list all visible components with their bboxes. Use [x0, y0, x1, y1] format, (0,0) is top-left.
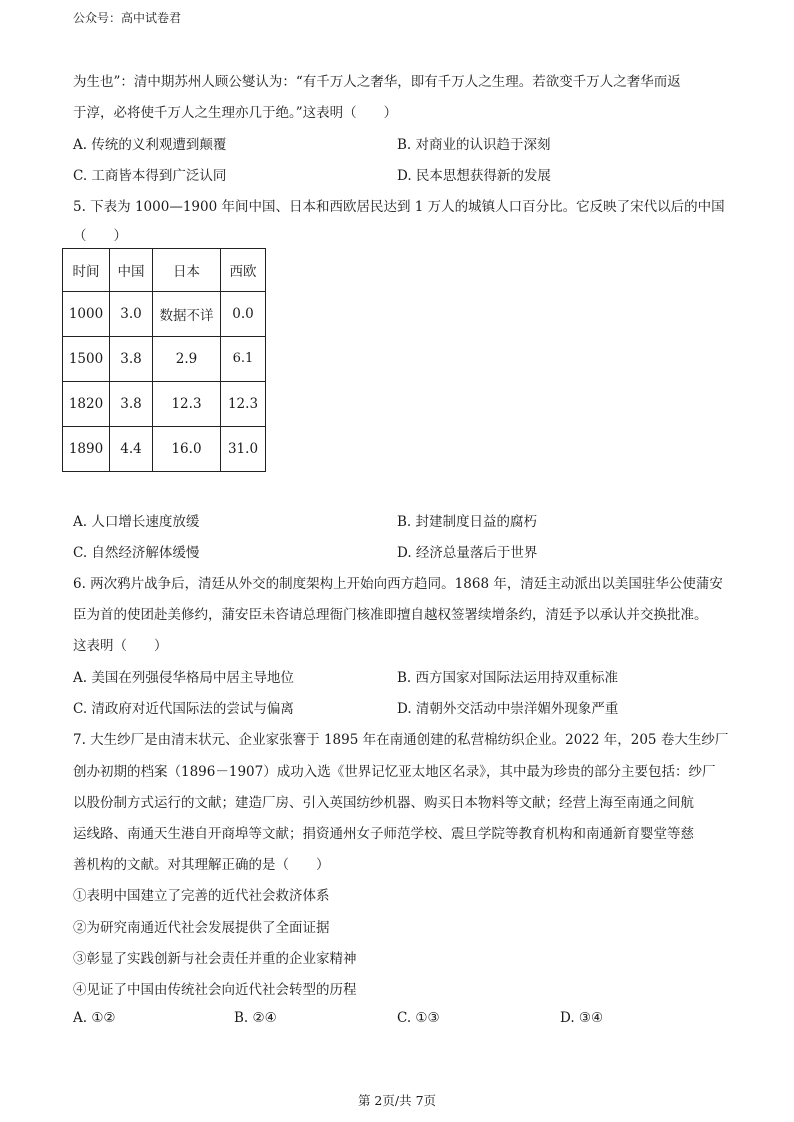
q5-stem-line-1: 5. 下表为 1000—1900 年间中国、日本和西欧居民达到 1 万人的城镇人口百分比。它反映了宋代以后的中国 — [73, 199, 725, 215]
q7-option-a[interactable]: A. ①② — [73, 1010, 116, 1026]
table-header-cell: 日本 — [153, 249, 221, 292]
table-cell: 1500 — [63, 337, 110, 382]
q5-option-d[interactable]: D. 经济总量落后于世界 — [397, 545, 538, 561]
table-cell: 16.0 — [153, 427, 221, 472]
table-cell: 6.1 — [221, 337, 266, 382]
q7-statement-3: ③彰显了实践创新与社会责任并重的企业家精神 — [73, 951, 357, 967]
q4-option-c[interactable]: C. 工商皆本得到广泛认同 — [73, 168, 227, 184]
q5-option-a[interactable]: A. 人口增长速度放缓 — [73, 514, 200, 530]
q5-option-b[interactable]: B. 封建制度日益的腐朽 — [397, 514, 538, 530]
q6-stem-line-2: 臣为首的使团赴美修约，蒲安臣未咨请总理衙门核准即擅自越权签署续增条约，清廷予以承认并交换批准。 — [73, 607, 708, 623]
table-cell: 1820 — [63, 382, 110, 427]
table-row — [63, 427, 266, 472]
table-header-cell: 西欧 — [221, 249, 266, 292]
q7-option-c[interactable]: C. ①③ — [397, 1010, 440, 1026]
q7-stem-line-5: 善机构的文献。对其理解正确的是（ ） — [73, 857, 330, 873]
table-cell: 0.0 — [221, 292, 266, 337]
q4-option-d[interactable]: D. 民本思想获得新的发展 — [397, 168, 551, 184]
q6-option-c[interactable]: C. 清政府对近代国际法的尝试与偏离 — [73, 701, 294, 717]
table-header-row — [63, 249, 266, 292]
q7-option-d[interactable]: D. ③④ — [560, 1010, 604, 1026]
q7-statement-2: ②为研究南通近代社会发展提供了全面证据 — [73, 920, 330, 936]
q6-option-b[interactable]: B. 西方国家对国际法运用持双重标准 — [397, 670, 619, 686]
urban-population-table — [62, 248, 266, 472]
table-cell: 3.8 — [110, 382, 153, 427]
table-cell: 3.8 — [110, 337, 153, 382]
q6-stem-line-3: 这表明（ ） — [73, 638, 168, 654]
table-cell: 2.9 — [153, 337, 221, 382]
table-cell: 1890 — [63, 427, 110, 472]
q5-option-c[interactable]: C. 自然经济解体缓慢 — [73, 545, 200, 561]
q7-stem-line-2: 创办初期的档案（1896－1907）成功入选《世界记忆亚太地区名录》，其中最为珍贵的部分主要包括：纱厂 — [73, 764, 716, 780]
page-footer: 第 2页/共 7页 — [357, 1093, 437, 1108]
q4-stem-line-1: 为生也”：清中期苏州人顾公燮认为：“有千万人之奢华，即有千万人之生理。若欲变千万人之奢华而返 — [73, 74, 681, 90]
q7-option-b[interactable]: B. ②④ — [234, 1010, 277, 1026]
page-header: 公众号：高中试卷君 — [73, 11, 182, 25]
q7-stem-line-3: 以股份制方式运行的文献；建造厂房、引入英国纺纱机器、购买日本物料等文献；经营上海至南通之间航 — [73, 795, 694, 811]
q6-stem-line-1: 6. 两次鸦片战争后，清廷从外交的制度架构上开始向西方趋同。1868 年，清廷主动派出以美国驻华公使蒲安 — [73, 576, 723, 592]
table-cell: 1000 — [63, 292, 110, 337]
table-row — [63, 337, 266, 382]
table-row — [63, 292, 266, 337]
table-cell: 12.3 — [221, 382, 266, 427]
q6-option-a[interactable]: A. 美国在列强侵华格局中居主导地位 — [73, 670, 294, 686]
q7-stem-line-4: 运线路、南通天生港自开商埠等文献；捐资通州女子师范学校、震旦学院等教育机构和南通新育婴堂等慈 — [73, 826, 694, 842]
table-row — [63, 382, 266, 427]
table-cell: 3.0 — [110, 292, 153, 337]
table-cell: 12.3 — [153, 382, 221, 427]
q7-statement-4: ④见证了中国由传统社会向近代社会转型的历程 — [73, 982, 357, 998]
q7-statement-1: ①表明中国建立了完善的近代社会救济体系 — [73, 888, 330, 904]
table-cell: 数据不详 — [153, 292, 221, 337]
table-cell: 31.0 — [221, 427, 266, 472]
table-cell: 4.4 — [110, 427, 153, 472]
table-header-cell: 中国 — [110, 249, 153, 292]
q4-option-a[interactable]: A. 传统的义利观遭到颠覆 — [73, 137, 227, 153]
q4-stem-line-2: 于淳，必将使千万人之生理亦几于绝。”这表明（ ） — [73, 105, 398, 121]
table-header-cell: 时间 — [63, 249, 110, 292]
q4-option-b[interactable]: B. 对商业的认识趋于深刻 — [397, 137, 551, 153]
q5-stem-line-2: （ ） — [73, 228, 127, 244]
q6-option-d[interactable]: D. 清朝外交活动中崇洋媚外现象严重 — [397, 701, 619, 717]
q7-stem-line-1: 7. 大生纱厂是由清末状元、企业家张謇于 1895 年在南通创建的私营棉纺织企业。2022 年，205 卷大生纱厂 — [73, 732, 729, 748]
